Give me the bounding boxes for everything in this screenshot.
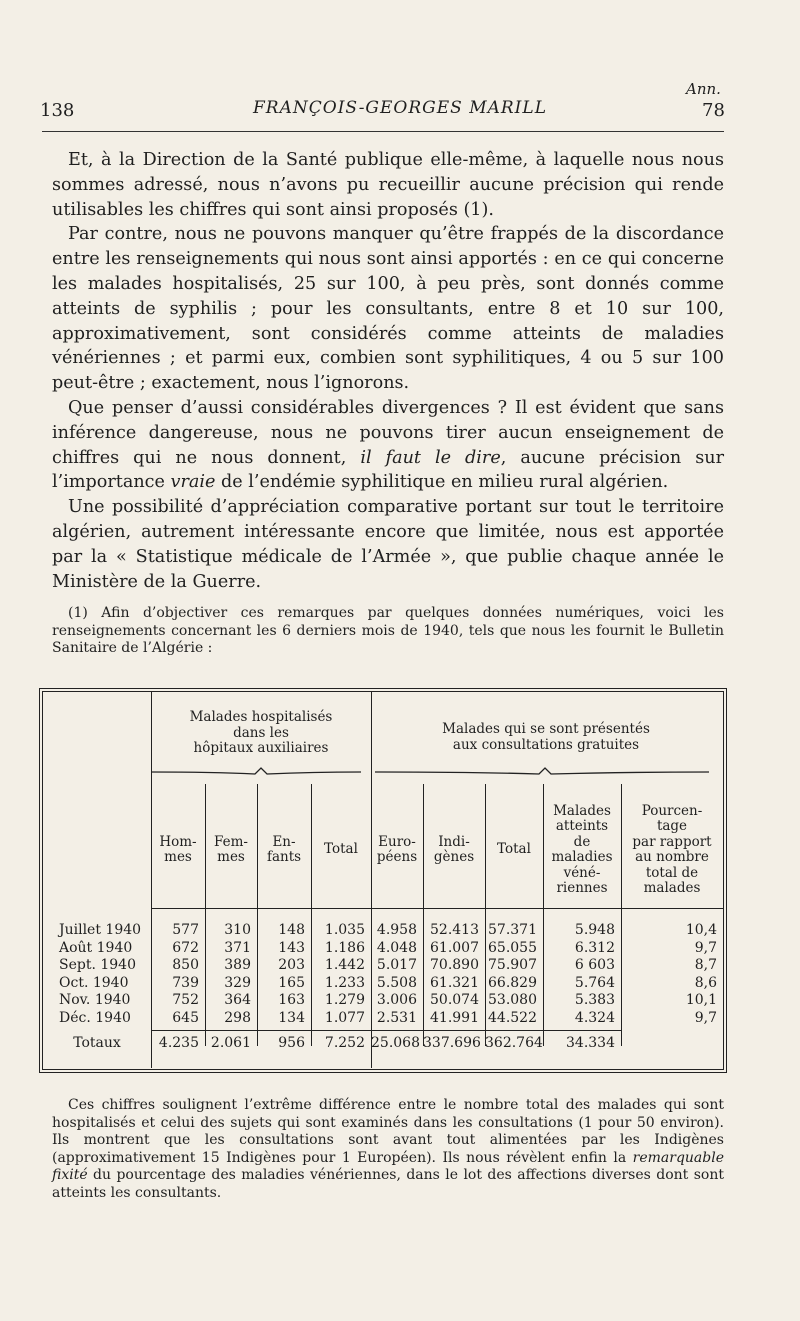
column-header-line: au nombre (635, 849, 709, 865)
table-cell: 203 (278, 957, 305, 973)
table-cell: 143 (278, 939, 305, 956)
closing-emphasis: remarquable fixité (52, 1149, 724, 1183)
column-header (543, 804, 621, 897)
group1-line-2: dans les (233, 724, 289, 741)
column-header-line: maladies (551, 849, 613, 865)
column-header-line: Total (324, 841, 358, 858)
table-cell: 148 (278, 922, 305, 938)
p3-text-a: Que penser d’aussi considérables divergences ? Il est évident que sans inférence dangereuse, nous ne pouvons tirer aucun enseignement de chiffres qui ne nous donnent, (52, 397, 724, 468)
row-label: Août 1940 (59, 939, 133, 956)
group1-line-3: hôpitaux auxiliaires (193, 740, 329, 756)
table-cell: 371 (224, 939, 251, 956)
table-cell: 4.958 (376, 922, 417, 938)
footnote-text: (1) Afin d’objectiver ces remarques par quelques données numériques, voici les renseignements concernant les 6 derniers mois de 1940, tels que nous les fournit le Bulletin Sanitaire de l’Algérie : (52, 605, 724, 656)
column-header-line: Malades (553, 802, 611, 819)
closing-text-a: Ces chiffres soulignent l’extrême différence entre le nombre total des malades qui sont hospitalisés et celui des sujets qui sont examinés dans les consultations (1 pour 50 environ). Ils montrent que les consultations sont avant tout alimentées par les Indigènes (approximativement 15 Indigènes pour 1 Européen). Ils nous révèlent enfin la (52, 1097, 724, 1166)
table-cell: 739 (172, 974, 199, 991)
table-cell: 2.531 (376, 1009, 417, 1026)
closing-paragraph (52, 1097, 724, 1202)
column-header-line: de (573, 833, 591, 850)
row-label: Déc. 1940 (59, 1009, 131, 1026)
table-cell: 165 (278, 974, 305, 991)
paragraph-2: Par contre, nous ne pouvons manquer qu’être frappés de la discordance entre les renseignements qui nous sont ainsi apportés : en ce qui concerne les malades hospitalisés, 25 sur 100, à peu près, sont donnés comme atteints de syphilis ; pour les consultants, entre 8 et 10 sur 100, approximativement, sont considérés comme atteints de maladies vénériennes ; et parmi eux, combien sont syphilitiques, 4 ou 5 sur 100 peut-être ; exactement, nous l’ignorons. (52, 224, 724, 394)
column-header-line: péens (376, 849, 418, 865)
totals-cell: 2.061 (210, 1035, 251, 1051)
paragraph-1: Et, à la Direction de la Santé publique elle-même, à laquelle nous nous sommes adressé, nous n’avons pu recueillir aucune précision qui rende utilisables les chiffres qui sont ainsi proposés (1). (52, 150, 724, 220)
column-header (151, 835, 205, 866)
table-cell: 70.890 (430, 957, 479, 973)
table-cell: 61.007 (430, 939, 479, 956)
running-head: FRANÇOIS-GEORGES MARILL (253, 98, 547, 118)
table-cell: 752 (172, 992, 199, 1008)
table-cell: 134 (278, 1009, 305, 1026)
table-cell: 9,7 (694, 939, 717, 956)
column-header (423, 835, 485, 866)
statistics-table (42, 691, 724, 1070)
table-cell: 50.074 (430, 992, 479, 1008)
column-header-line: Hom- (159, 833, 197, 850)
totals-cell: 362.764 (485, 1035, 543, 1051)
column-header (257, 835, 311, 866)
group2-line-1: Malades qui se sont présentés (442, 721, 650, 737)
table-cell: 1.442 (324, 957, 365, 973)
table-cell: 75.907 (488, 957, 537, 973)
table-cell: 5.508 (376, 974, 417, 991)
column-header-line: par rapport (632, 833, 712, 850)
table-cell: 364 (224, 992, 251, 1008)
table-cell: 8,7 (694, 957, 717, 973)
totals-rule (151, 1030, 621, 1031)
table-cell: 53.080 (488, 992, 537, 1008)
brace-consultations (375, 768, 709, 774)
p3-text-b: , aucune précision sur l’importance (52, 447, 724, 493)
row-label: Sept. 1940 (59, 957, 136, 973)
totals-cell: 34.334 (566, 1035, 615, 1051)
column-header-line: malades (643, 880, 701, 896)
header-braces (43, 764, 723, 780)
table-cell: 66.829 (488, 974, 537, 991)
table-cell: 4.324 (574, 1009, 615, 1026)
table-cell: 3.006 (376, 992, 417, 1008)
table-cell: 5.948 (574, 922, 615, 938)
p3-emphasis-1: il faut le dire (360, 447, 501, 468)
table-cell: 163 (278, 992, 305, 1008)
table-cell: 65.055 (488, 939, 537, 956)
column-header-line: Euro- (378, 833, 416, 850)
table-cell: 329 (224, 974, 251, 991)
margin-annotation: Ann. (686, 80, 721, 98)
table-cell: 310 (224, 922, 251, 938)
table-cell: 1.233 (324, 974, 365, 991)
group-header-hospitalized (151, 710, 371, 757)
table-cell: 298 (224, 1009, 251, 1026)
group1-line-1: Malades hospitalisés (189, 709, 333, 725)
paragraph-3 (52, 396, 724, 495)
page-number: 138 (40, 100, 75, 121)
table-cell: 52.413 (430, 922, 479, 938)
table-cell: 6 603 (574, 957, 615, 973)
paragraph-4: Une possibilité d’appréciation comparative portant sur tout le territoire algérien, autrement intéressante encore que limitée, nous est apportée par la « Statistique médicale de l’Armée », que publie chaque année le Ministère de la Guerre. (52, 497, 724, 592)
column-header (205, 835, 257, 866)
table-cell: 61.321 (430, 974, 479, 991)
table-cell: 850 (172, 957, 199, 973)
column-header-line: gènes (433, 849, 475, 865)
table-cell: 645 (172, 1009, 199, 1026)
table-cell: 10,1 (685, 992, 717, 1008)
p3-emphasis-2: vraie (170, 472, 216, 493)
table-cell: 9,7 (694, 1009, 717, 1026)
column-header-line: atteints (555, 818, 609, 834)
table-cell: 5.764 (574, 974, 615, 991)
footnote (52, 605, 724, 658)
column-header-line: mes (164, 849, 192, 865)
p3-text-c: de l’endémie syphilitique en milieu rural algérien. (215, 472, 669, 493)
table-cell: 6.312 (574, 939, 615, 956)
totals-cell: 337.696 (423, 1035, 481, 1051)
table-cell: 10,4 (685, 922, 717, 938)
column-header-line: total de (645, 864, 699, 881)
table-cell: 389 (224, 957, 251, 973)
table-cell: 57.371 (488, 922, 537, 938)
column-header (311, 842, 371, 858)
table-cell: 1.077 (324, 1009, 365, 1026)
header-rule (151, 908, 723, 909)
table-cell: 1.279 (324, 992, 365, 1008)
column-header-line: En- (272, 833, 296, 850)
table-cell: 41.991 (430, 1009, 479, 1026)
totals-cell: 7.252 (324, 1035, 365, 1051)
table-cell: 44.522 (488, 1009, 537, 1026)
table-cell: 672 (172, 939, 199, 956)
column-header (371, 835, 423, 866)
group2-line-2: aux consultations gratuites (452, 736, 640, 753)
column-header-line: mes (217, 849, 245, 865)
column-header (621, 804, 723, 897)
row-label: Juillet 1940 (59, 922, 142, 938)
column-header-line: fants (266, 849, 302, 865)
table-cell: 577 (172, 922, 199, 938)
table-cell: 5.383 (574, 992, 615, 1008)
table-cell: 1.035 (324, 922, 365, 938)
table-cell: 8,6 (694, 974, 717, 991)
table-cell: 5.017 (376, 957, 417, 973)
body-text (52, 148, 724, 594)
column-header-line: Indi- (438, 833, 470, 850)
row-label: Oct. 1940 (59, 974, 129, 991)
closing-text-b: du pourcentage des maladies vénériennes, dans le lot des affections diverses dont sont atteints les consultants. (52, 1167, 724, 1201)
row-label: Nov. 1940 (59, 992, 131, 1008)
column-header-line: véné- (563, 864, 601, 881)
group-header-consultations (371, 722, 721, 753)
totals-label: Totaux (73, 1035, 121, 1051)
header-rule (42, 131, 724, 132)
column-header-line: Total (497, 841, 531, 858)
folio-number: 78 (702, 100, 725, 121)
column-header-line: riennes (556, 880, 608, 896)
totals-cell: 4.235 (158, 1035, 199, 1051)
closing-text (52, 1097, 724, 1202)
table-cell: 1.186 (324, 939, 365, 956)
column-header-line: Pourcen- (641, 802, 703, 819)
totals-cell: 25.068 (371, 1035, 420, 1051)
brace-hospitalized (151, 768, 361, 774)
column-header-line: Fem- (214, 833, 248, 850)
column-header-line: tage (656, 818, 688, 834)
table-cell: 4.048 (376, 939, 417, 956)
totals-cell: 956 (278, 1035, 305, 1051)
column-header (485, 842, 543, 858)
